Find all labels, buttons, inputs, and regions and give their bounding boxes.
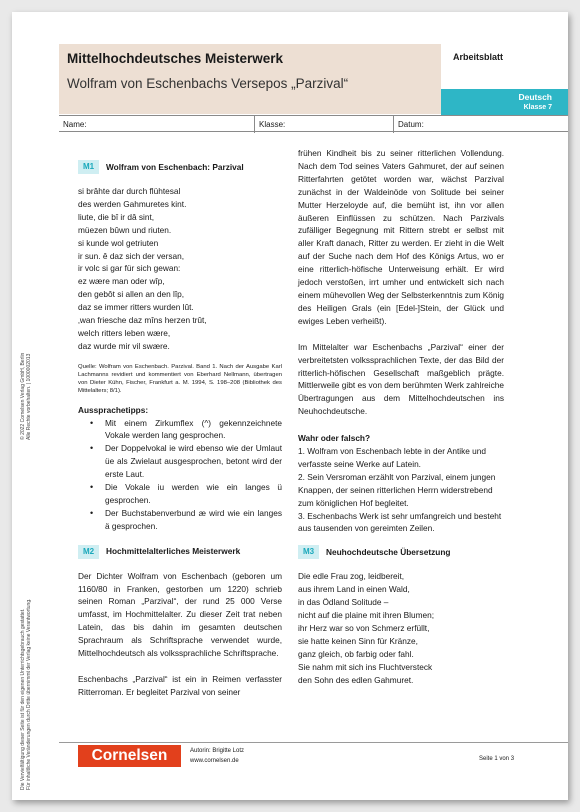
author-credit: Autorin: Brigitte Lotz bbox=[190, 748, 245, 754]
m3-badge: M3 bbox=[298, 545, 319, 559]
grade-label: Klasse 7 bbox=[523, 104, 552, 111]
poem-line: welch ritters leben wære, bbox=[78, 327, 171, 338]
left-column bbox=[78, 159, 282, 699]
student-info-row bbox=[59, 115, 568, 132]
tips-list bbox=[78, 417, 282, 533]
m2-title: Hochmittelalterliches Meisterwerk bbox=[106, 546, 241, 557]
m2-heading bbox=[78, 544, 282, 560]
poem-line: müezen bûwn und riuten. bbox=[78, 224, 172, 235]
poem-line: sie hatte keinen Sinn für Kränze, bbox=[298, 635, 418, 646]
poem-line: Sie nahm mit sich ins Fluchtversteck bbox=[298, 661, 433, 672]
list-item: • Die Vokale iu werden wie ein langes ü gesprochen. bbox=[90, 482, 282, 505]
m1-poem bbox=[78, 185, 282, 353]
footer-credits bbox=[190, 746, 244, 766]
m1-heading bbox=[78, 159, 282, 175]
poem-line: in das Ödland Solitude – bbox=[298, 597, 389, 608]
m3-title: Neuhochdeutsche Übersetzung bbox=[326, 546, 451, 557]
poem-line: ihr Herz war so von Schmerz erfüllt, bbox=[298, 623, 430, 633]
m3-heading bbox=[298, 544, 504, 560]
website-link[interactable]: www.cornelsen.de bbox=[190, 758, 239, 764]
m2-paragraph-3: Im Mittelalter war Eschenbachs „Parzival“ einer der verbreitetsten volkssprachlichen Texte, der das Bild der ritterlich-höfischen Gesellschaft maßgeblich prägte. Mittlerweile gibt es von dem berühmten Werk zahlreiche Übertragungen aus dem Mittelhochdeutschen ins Neuhochdeutsche. bbox=[298, 341, 504, 417]
right-column bbox=[298, 147, 504, 687]
title-line2: Wolfram von Eschenbachs Versepos „Parzival“ bbox=[67, 76, 349, 91]
footer-divider bbox=[59, 742, 568, 743]
m2-paragraph-2: Eschenbachs „Parzival“ ist ein in Reimen verfasster Ritterroman. Er begleitet Parzival von seiner bbox=[78, 674, 282, 697]
subject-box bbox=[441, 89, 568, 115]
tips-heading: Aussprachetipps: bbox=[78, 404, 149, 415]
worksheet-label: Arbeitsblatt bbox=[453, 52, 504, 62]
poem-line: ir volc si gar für sich gewan: bbox=[78, 263, 181, 274]
poem-line: nicht auf die plaine mit ihren Blumen; bbox=[298, 610, 435, 621]
bullet-icon: • bbox=[90, 443, 94, 454]
m2-paragraph-1: Der Dichter Wolfram von Eschenbach (geboren um 1160/80 in Franken, gestorben um 1220) schrieb seinen Roman „Parzival“, der rund 25 000 Verse umfasst, im Hochmittelalter. Zu dieser Zeit trat neben Latein, das bis dahin im gesamten deutschen Sprachraum als Schriftsprache verwendet wurde, Mittelhochdeutsch als volkssprachliche Schriftsprache. bbox=[78, 570, 282, 659]
quiz-heading: Wahr oder falsch? bbox=[298, 433, 371, 444]
poem-line: Die edle Frau zog, leidbereit, bbox=[298, 571, 405, 582]
title-line1: Mittelhochdeutsches Meisterwerk bbox=[67, 51, 284, 66]
m2-paragraph-2-continued: frühen Kindheit bis zu seiner ritterlichen Vollendung. Nach dem Tod seines Vaters Gahmuret, der auf seinen Ritterfahrten getötet worden war, wächst Parzival zunächst in der Waldeinöde von Solitude bei seiner Mutter Herzeloyde auf, die bemüht ist, ihn vor allen äußeren Einflüssen zu schützen. Nach Parzivals zufälliger Begegnung mit Rittern strebt er selbst mit aller Kraft danach, Ritter zu werden. Er zieht in die Welt auf der Suche nach dem Hof des Königs Artus, wo er eine ritterlich-höfische Unterweisung erhält. Er wird jedoch verstoßen, irrt umher und entwickelt sich nach einem mühevollen Weg der Selbsterkenntnis zum König des Heiligen Grals (ein [Edel-]Stein, der Glück und ewiges Leben verheißt). bbox=[298, 148, 504, 326]
divider bbox=[393, 116, 394, 133]
poem-line: den gebôt si allen an den lîp, bbox=[78, 289, 185, 300]
divider bbox=[254, 116, 255, 133]
m1-badge: M1 bbox=[78, 160, 99, 174]
worksheet-page bbox=[12, 12, 568, 800]
poem-line: ir sun. ê daz sich der versan, bbox=[78, 250, 185, 261]
poem-line: daz wurde mir vil swære. bbox=[78, 340, 170, 351]
list-item: • Der Doppelvokal ie wird ebenso wie der Umlaut üe als Zwielaut ausgesprochen, betont wird der erste Laut. bbox=[90, 443, 282, 480]
poem-line: ‚wan friesche daz mîns herzen trût, bbox=[78, 315, 207, 326]
m3-poem bbox=[298, 570, 504, 686]
date-field-label: Datum: bbox=[398, 120, 424, 129]
bullet-icon: • bbox=[90, 417, 94, 428]
quiz-item: 2. Sein Versroman erzählt von Parzival, einem jungen Knappen, der seinen ritterlichen Herrn widerstrebend zum königlichen Hof begleitet. bbox=[298, 471, 496, 508]
quiz-item: 1. Wolfram von Eschenbach lebte in der Antike und verfasste seine Werke auf Latein. bbox=[298, 446, 487, 469]
cornelsen-logo: Cornelsen bbox=[78, 745, 181, 767]
m1-source: Quelle: Wolfram von Eschenbach. Parzival. Band 1. Nach der Ausgabe Karl Lachmanns revidiert und kommentiert von Eberhard Nellmann, übertragen von Dieter Kühn, Fischer, Frankfurt a. M. 1994, S. 198–208 (Bibliothek des Mittelalters; 8/1). bbox=[78, 363, 282, 395]
page-number: Seite 1 von 3 bbox=[479, 756, 515, 762]
class-field-label: Klasse: bbox=[259, 120, 286, 129]
poem-line: si brâhte dar durch flühtesal bbox=[78, 186, 181, 196]
name-field-label: Name: bbox=[63, 120, 87, 129]
list-item: • Mit einem Zirkumflex (^) gekennzeichnete Vokale werden lang gesprochen. bbox=[90, 417, 282, 441]
usage-note: Die Vervielfältigung dieser Seite ist für den eigenen Unterrichtsgebrauch gestattet. Für inhaltliche Veränderungen durch Dritte übernimmt der Verlag keine Verantwortung. bbox=[20, 598, 32, 790]
poem-line: den Sohn des edlen Gahmuret. bbox=[298, 674, 414, 685]
copyright-note: © 2022 Cornelsen Verlag GmbH, Berlin Alle Rechte vorbehalten. | 1000002013 bbox=[20, 352, 32, 440]
poem-line: aus ihrem Land in einen Wald, bbox=[298, 584, 410, 595]
bullet-icon: • bbox=[90, 482, 94, 493]
quiz-item: 3. Eschenbachs Werk ist sehr umfangreich und besteht aus tausenden von gereimten Zeilen. bbox=[298, 510, 502, 534]
m2-badge: M2 bbox=[78, 545, 99, 559]
poem-line: ez wære man oder wîp, bbox=[78, 276, 165, 287]
poem-line: si kunde wol getriuten bbox=[78, 237, 159, 248]
poem-line: ganz gleich, ob farbig oder fahl. bbox=[298, 648, 414, 659]
m1-title: Wolfram von Eschenbach: Parzival bbox=[106, 161, 244, 172]
worksheet-label-box bbox=[441, 44, 568, 89]
subject-label: Deutsch bbox=[518, 92, 552, 102]
list-item: • Der Buchstabenverbund æ wird wie ein langes ä gesprochen. bbox=[90, 507, 282, 531]
poem-line: liute, die bî ir dâ sint, bbox=[78, 211, 155, 222]
poem-line: des werden Gahmuretes kint. bbox=[78, 198, 187, 209]
poem-line: daz se immer ritters wurden lût. bbox=[78, 302, 194, 313]
bullet-icon: • bbox=[90, 507, 94, 518]
